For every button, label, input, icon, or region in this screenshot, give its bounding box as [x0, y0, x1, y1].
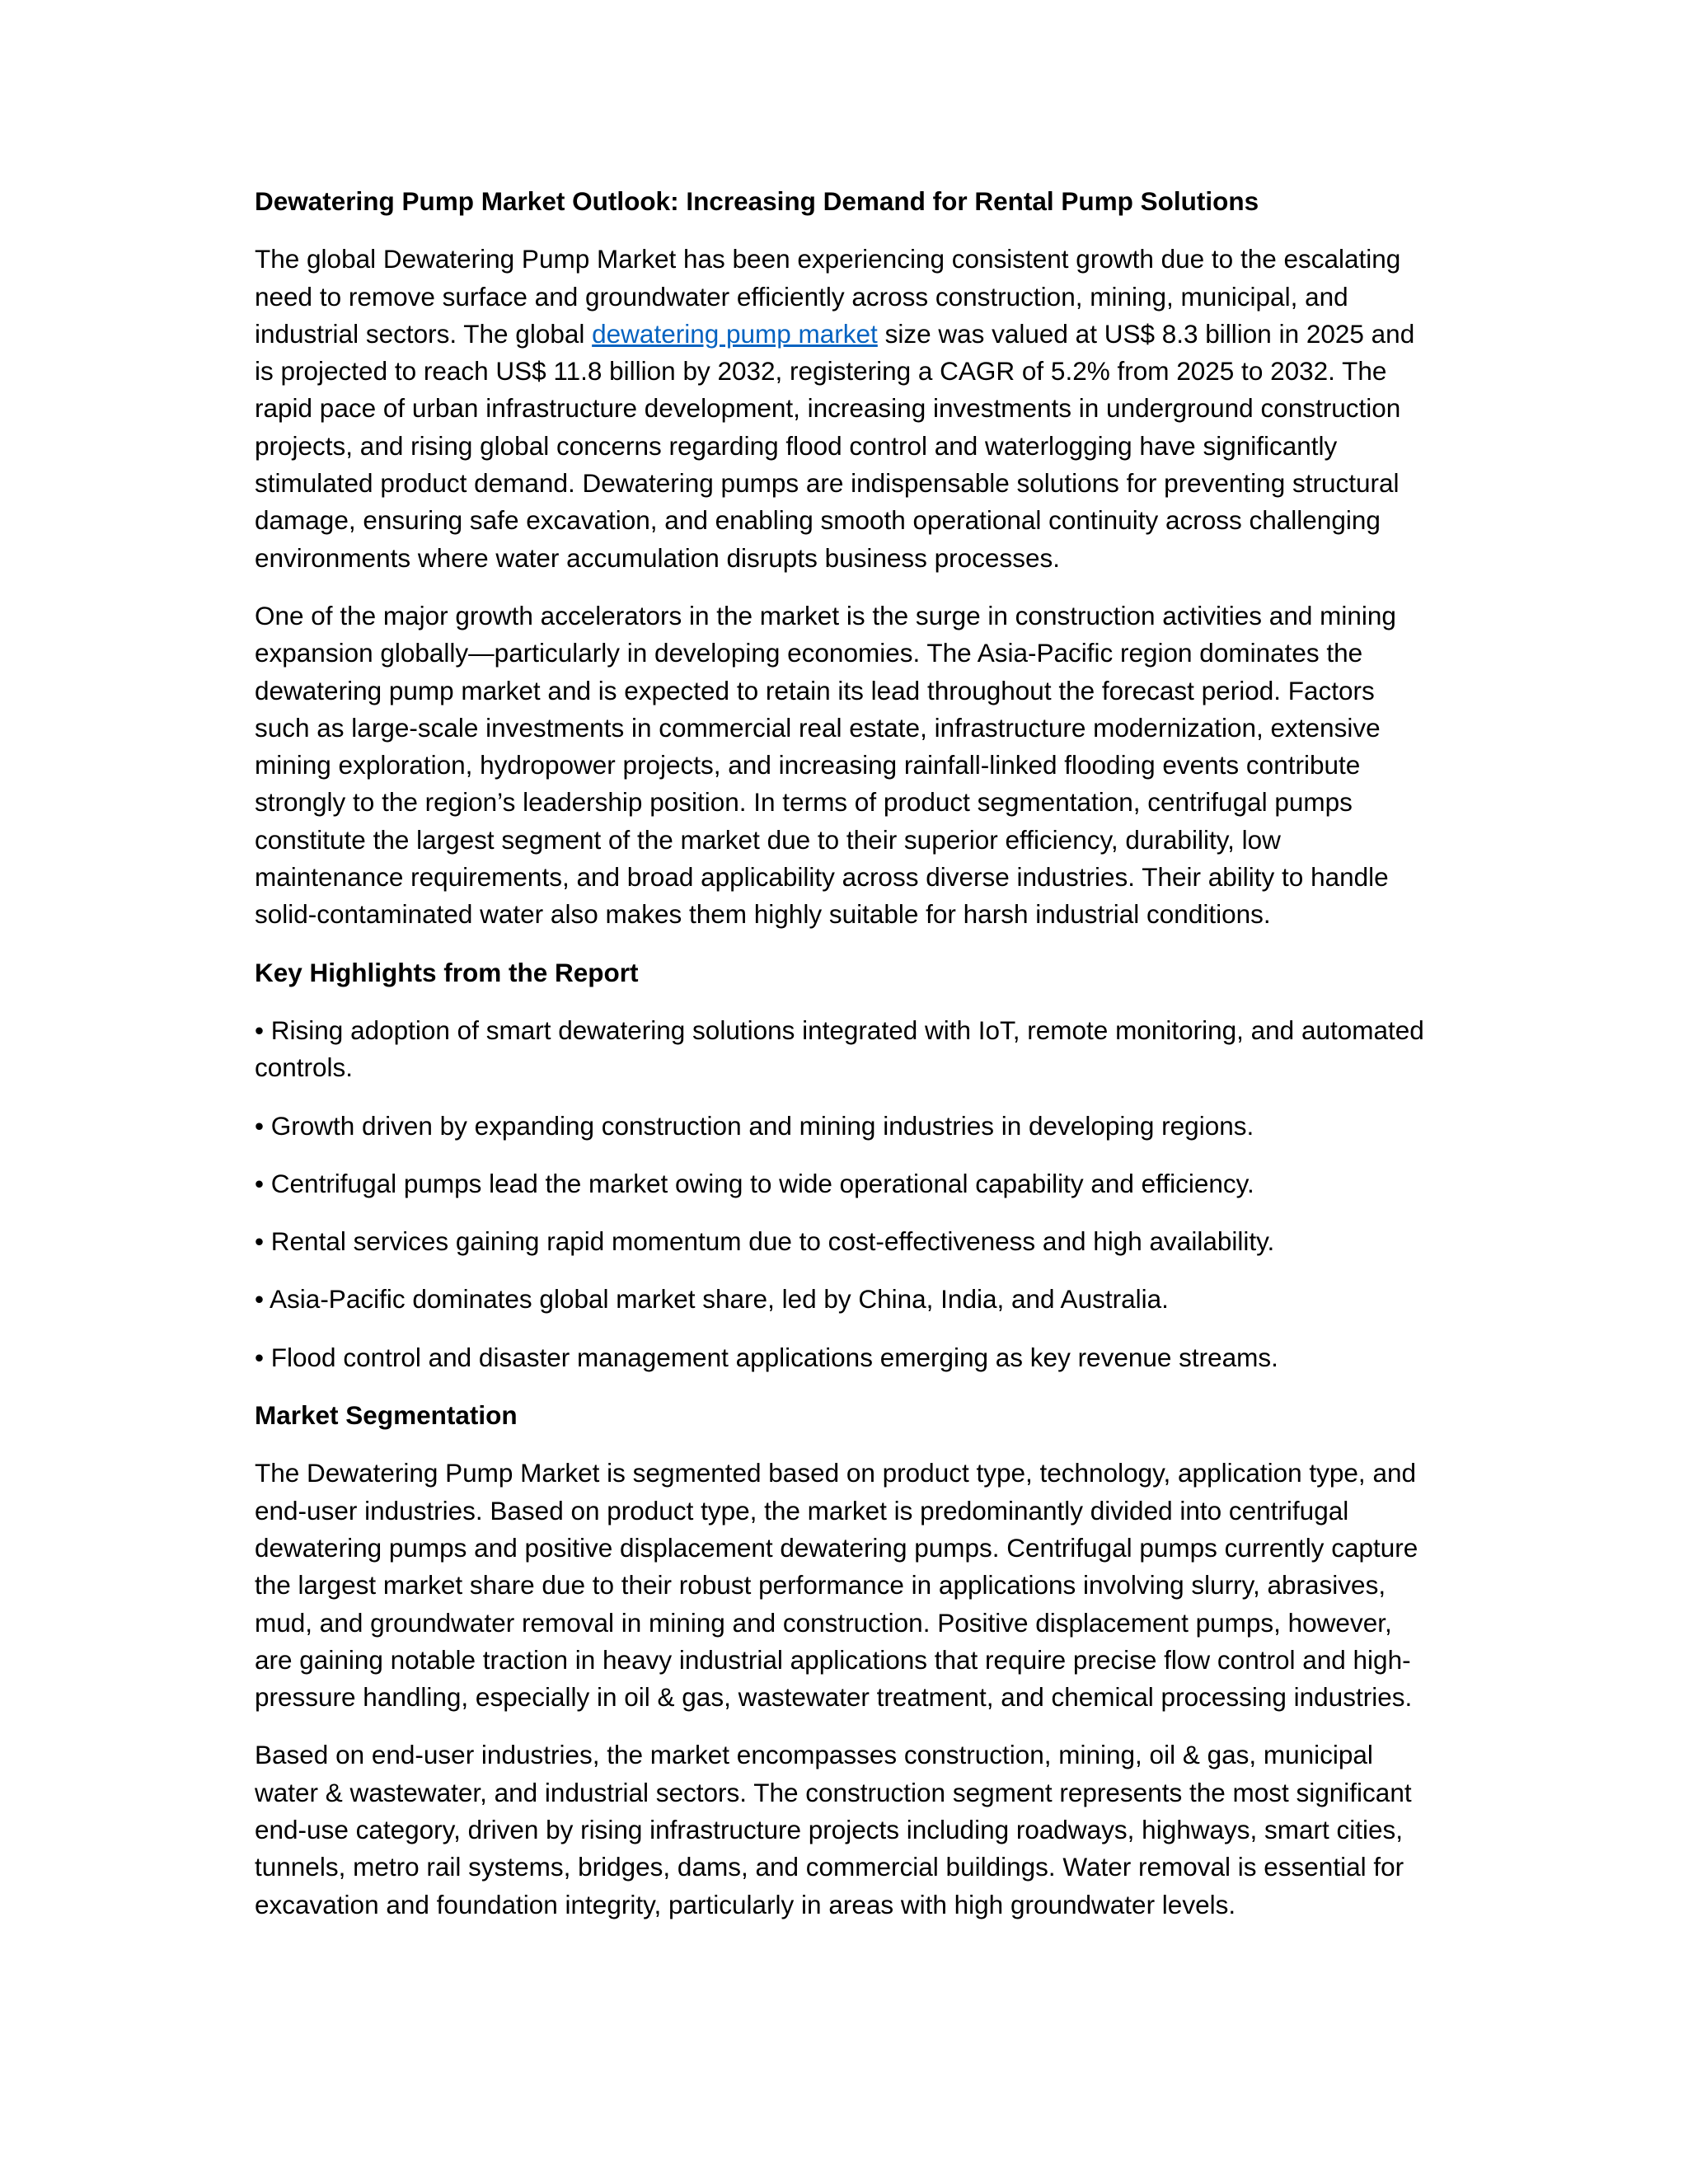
- intro-text-after-link: size was valued at US$ 8.3 billion in 2025 and is projected to reach US$ 11.8 billion by 2032, registering a CAGR of 5.2% from 2025 to 2032. The rapid pace of urban infrastructure development, increasing investments in underground construction projects, and rising global concerns regarding flood control and waterlogging have significantly stimulated product demand. Dewatering pumps are indispensable solutions for preventing structural damage, ensuring safe excavation, and enabling smooth operational continuity across challenging environments where water accumulation disrupts business processes.: [255, 318, 1415, 573]
- document-title: Dewatering Pump Market Outlook: Increasing Demand for Rental Pump Solutions: [255, 186, 1259, 216]
- highlights-heading: Key Highlights from the Report: [255, 957, 639, 987]
- segmentation-paragraph-product: The Dewatering Pump Market is segmented based on product type, technology, application type, and end-user industries. Based on product type, the market is predominantly divided into centrifugal dewatering pumps and positive displacement dewatering pumps. Centrifugal pumps currently capture the largest market share due to their robust performance in applications involving slurry, abrasives, mud, and groundwater removal in mining and construction. Positive displacement pumps, however, are gaining notable traction in heavy industrial applications that require precise flow control and high-pressure handling, especially in oil & gas, wastewater treatment, and chemical processing industries.: [255, 1458, 1418, 1713]
- intro-paragraph: [255, 241, 1433, 577]
- highlight-item: • Rental services gaining rapid momentum due to cost-effectiveness and high availability.: [255, 1226, 1275, 1257]
- highlight-item: • Rising adoption of smart dewatering solutions integrated with IoT, remote monitoring, and automated controls.: [255, 1015, 1424, 1083]
- highlight-item: • Flood control and disaster management applications emerging as key revenue streams.: [255, 1342, 1278, 1372]
- highlight-item: • Asia-Pacific dominates global market share, led by China, India, and Australia.: [255, 1284, 1169, 1315]
- market-link[interactable]: dewatering pump market: [592, 318, 878, 349]
- intro-text-before-link: The global Dewatering Pump Market has been experiencing consistent growth due to the escalating need to remove surface and groundwater efficiently across construction, mining, municipal, and industrial sectors. The global: [255, 244, 1401, 349]
- segmentation-paragraph-end-user: Based on end-user industries, the market encompasses construction, mining, oil & gas, municipal water & wastewater, and industrial sectors. The construction segment represents the most significant end-use category, driven by rising infrastructure projects including roadways, highways, smart cities, tunnels, metro rail systems, bridges, dams, and commercial buildings. Water removal is essential for excavation and foundation integrity, particularly in areas with high groundwater levels.: [255, 1740, 1412, 1919]
- highlight-item: • Growth driven by expanding construction and mining industries in developing regions.: [255, 1110, 1254, 1141]
- segmentation-heading: Market Segmentation: [255, 1400, 518, 1431]
- document-body: [255, 183, 1433, 1944]
- highlight-item: • Centrifugal pumps lead the market owing to wide operational capability and efficiency.: [255, 1168, 1254, 1198]
- growth-paragraph: One of the major growth accelerators in the market is the surge in construction activities and mining expansion globally—particularly in developing economies. The Asia-Pacific region dominates the dewatering pump market and is expected to retain its lead throughout the forecast period. Factors such as large-scale investments in commercial real estate, infrastructure modernization, extensive mining exploration, hydropower projects, and increasing rainfall-linked flooding events contribute strongly to the region’s leadership position. In terms of product segmentation, centrifugal pumps constitute the largest segment of the market due to their superior efficiency, durability, low maintenance requirements, and broad applicability across diverse industries. Their ability to handle solid-contaminated water also makes them highly suitable for harsh industrial conditions.: [255, 600, 1396, 930]
